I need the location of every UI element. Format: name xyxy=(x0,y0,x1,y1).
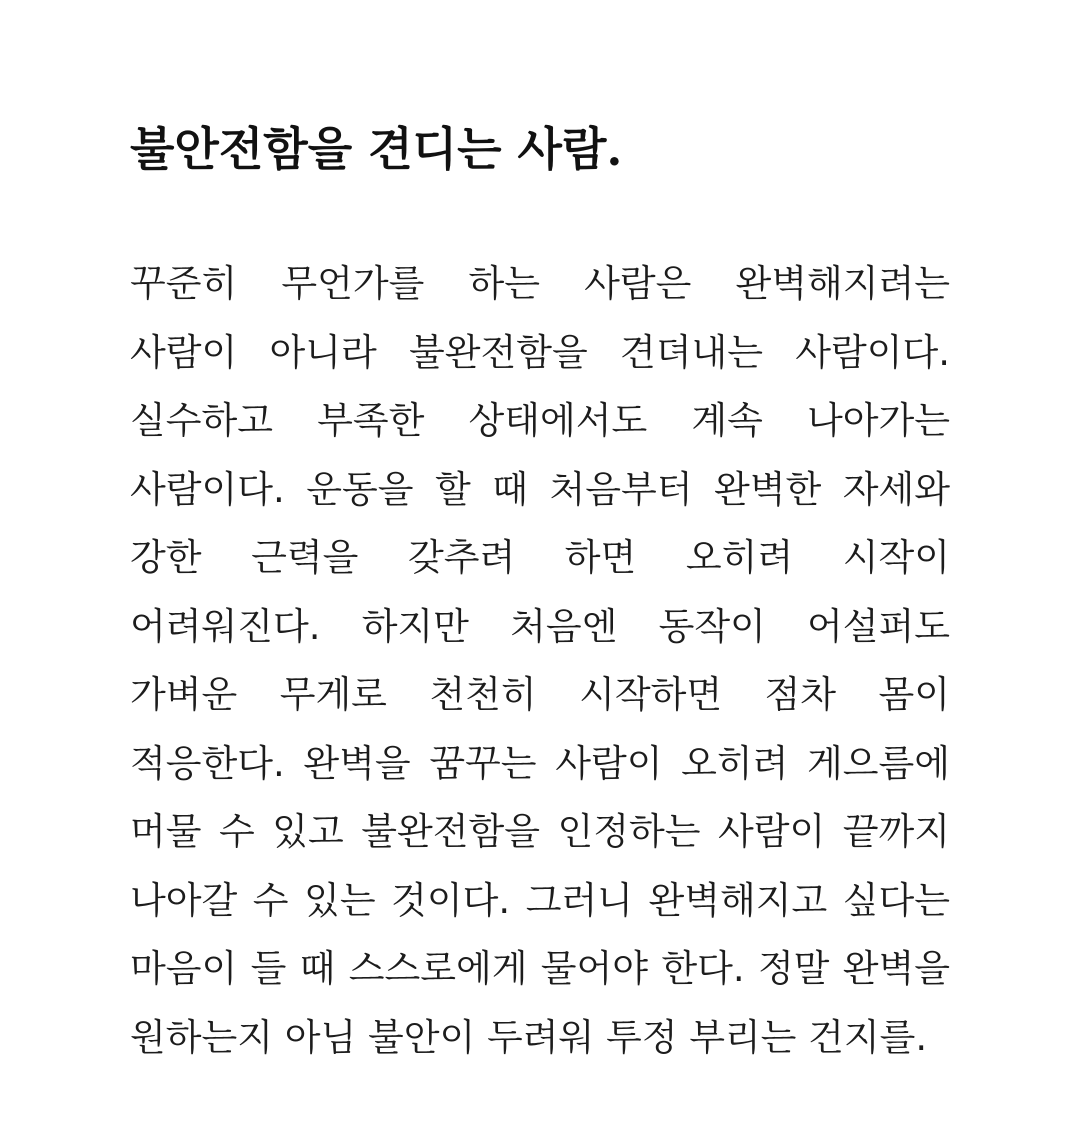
body-line-10: 나아갈 수 있는 것이다. 그러니 완벽해지고 싶다는 xyxy=(130,878,950,922)
body-line-2: 사람이 아니라 불완전함을 견뎌내는 사람이다. xyxy=(130,330,950,374)
article-title: 불안전함을 견디는 사람. xyxy=(130,122,623,176)
body-line-5: 강한 근력을 갖추려 하면 오히려 시작이 xyxy=(130,536,950,579)
body-line-12: 원하는지 아님 불안이 두려워 투정 부리는 건지를. xyxy=(130,1015,928,1059)
article-body xyxy=(130,256,950,1078)
body-line-4: 사람이다. 운동을 할 때 처음부터 완벽한 자세와 xyxy=(130,467,950,511)
body-line-1: 꾸준히 무언가를 하는 사람은 완벽해지려는 xyxy=(130,262,950,305)
body-line-9: 머물 수 있고 불완전함을 인정하는 사람이 끝까지 xyxy=(130,810,950,853)
body-line-7: 가벼운 무게로 천천히 시작하면 점차 몸이 xyxy=(130,673,950,716)
body-line-3: 실수하고 부족한 상태에서도 계속 나아가는 xyxy=(130,399,950,442)
body-line-8: 적응한다. 완벽을 꿈꾸는 사람이 오히려 게으름에 xyxy=(130,741,950,785)
body-line-11: 마음이 들 때 스스로에게 물어야 한다. 정말 완벽을 xyxy=(130,947,950,990)
body-line-6: 어려워진다. 하지만 처음엔 동작이 어설퍼도 xyxy=(130,604,950,648)
